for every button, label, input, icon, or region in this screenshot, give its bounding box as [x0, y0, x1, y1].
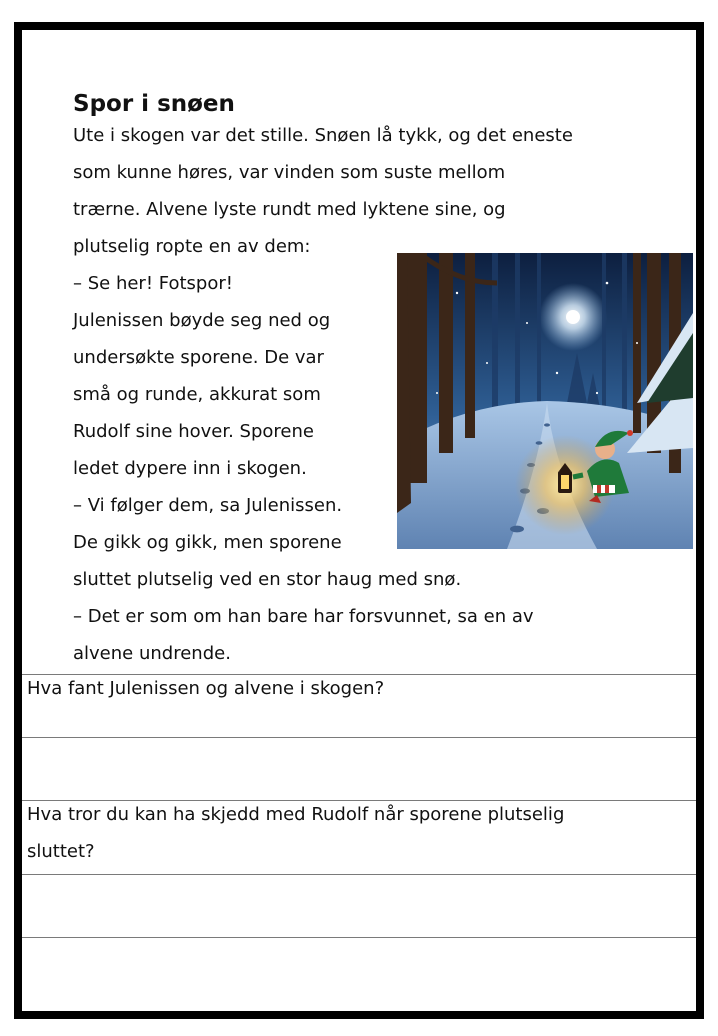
- story-line: – Vi følger dem, sa Julenissen.: [73, 495, 343, 516]
- story-line: – Se her! Fotspor!: [73, 273, 233, 294]
- story-line: De gikk og gikk, men sporene: [73, 532, 342, 553]
- answer-line[interactable]: [22, 737, 696, 800]
- story-line: trærne. Alvene lyste rundt med lyktene sine, og: [73, 199, 506, 220]
- story-line: ledet dypere inn i skogen.: [73, 458, 307, 479]
- story-line: som kunne høres, var vinden som suste mellom: [73, 162, 506, 183]
- answer-line[interactable]: [22, 937, 696, 1012]
- story-line: alvene undrende.: [73, 643, 231, 664]
- question-2-row: [22, 800, 696, 874]
- story-line: Ute i skogen var det stille. Snøen lå tykk, og det eneste: [73, 125, 573, 146]
- question-2-text: sluttet?: [27, 841, 95, 862]
- answer-line[interactable]: [22, 874, 696, 937]
- story-title: Spor i snøen: [73, 91, 235, 117]
- story-line: Rudolf sine hover. Sporene: [73, 421, 314, 442]
- question-1-row: [22, 674, 696, 737]
- story-line: sluttet plutselig ved en stor haug med snø.: [73, 569, 462, 590]
- story-line: Julenissen bøyde seg ned og: [73, 310, 331, 331]
- worksheet-frame: [14, 22, 704, 1019]
- elf-lantern-forest-illustration: [397, 253, 693, 549]
- story-line: små og runde, akkurat som: [73, 384, 321, 405]
- story-line: undersøkte sporene. De var: [73, 347, 324, 368]
- story-line: – Det er som om han bare har forsvunnet, sa en av: [73, 606, 534, 627]
- question-2-text: Hva tror du kan ha skjedd med Rudolf når sporene plutselig: [27, 804, 565, 825]
- story-line: plutselig ropte en av dem:: [73, 236, 311, 257]
- question-1-text: Hva fant Julenissen og alvene i skogen?: [27, 678, 385, 699]
